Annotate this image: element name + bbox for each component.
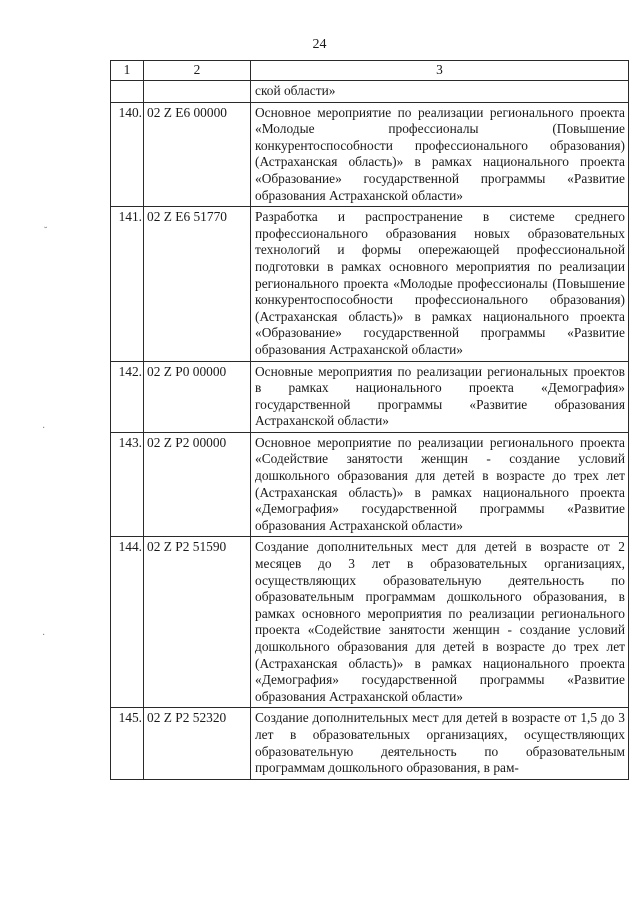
scan-speck: ˘: [44, 226, 48, 237]
table-row: [111, 102, 629, 207]
scan-speck: ·: [42, 423, 46, 434]
continuation-row: [111, 81, 629, 103]
table-header-row: [111, 61, 629, 81]
row-number: 141.: [111, 207, 144, 361]
header-col-3: 3: [251, 61, 629, 81]
continuation-text: ской области»: [251, 81, 629, 103]
header-col-1: 1: [111, 61, 144, 81]
table-row: [111, 207, 629, 361]
budget-classification-table: [110, 60, 629, 780]
row-code: 02 Z P2 51590: [144, 537, 251, 708]
row-description: Разработка и распространение в системе среднего профессионального образования новых образовательных технологий и формы опережающей профессиональной подготовки в рамках основного мероприятия по реализации регионального проекта «Молодые профессионалы (Повышение конкурентоспособности профессионального образования) (Астраханская область)» в рамках национального проекта «Образование» государственной программы «Развитие образования Астраханской области»: [251, 207, 629, 361]
row-number: 143.: [111, 432, 144, 537]
row-description: Основное мероприятие по реализации регионального проекта «Молодые профессионалы (Повышение конкурентоспособности профессионального образования) (Астраханская область)» в рамках национального проекта «Образование» государственной программы «Развитие образования Астраханской области»: [251, 102, 629, 207]
header-col-2: 2: [144, 61, 251, 81]
table-row: [111, 537, 629, 708]
row-code: 02 Z P0 00000: [144, 361, 251, 432]
row-description: Основные мероприятия по реализации региональных проектов в рамках национального проекта «Демография» государственной программы «Развитие образования Астраханской области»: [251, 361, 629, 432]
row-code: 02 Z E6 51770: [144, 207, 251, 361]
row-number: 142.: [111, 361, 144, 432]
row-description: Основное мероприятие по реализации регионального проекта «Содействие занятости женщин - создание условий дошкольного образования для детей в возрасте до трех лет (Астраханская область)» в рамках национального проекта «Демография» государственной программы «Развитие образования Астраханской области»: [251, 432, 629, 537]
scan-speck: ·: [42, 630, 46, 641]
page-number: 24: [312, 37, 327, 52]
row-description: Создание дополнительных мест для детей в возрасте от 2 месяцев до 3 лет в образовательных организациях, осуществляющих образовательную деятельность по образовательным программам дошкольного образования, в рамках основного мероприятия по реализации регионального проекта «Содействие занятости женщин - создание условий дошкольного образования для детей в возрасте до трех лет (Астраханская область)» в рамках национального проекта «Демография» государственной программы «Развитие образования Астраханской области»: [251, 537, 629, 708]
row-number: 140.: [111, 102, 144, 207]
row-code: 02 Z E6 00000: [144, 102, 251, 207]
row-description: Создание дополнительных мест для детей в возрасте от 1,5 до 3 лет в образовательных организациях, осуществляющих образовательную деятельность по образовательным программам дошкольного образования, в рам-: [251, 708, 629, 779]
row-number: 144.: [111, 537, 144, 708]
table-row: [111, 361, 629, 432]
row-code: 02 Z P2 52320: [144, 708, 251, 779]
table-row: [111, 432, 629, 537]
row-number: 145.: [111, 708, 144, 779]
row-code: 02 Z P2 00000: [144, 432, 251, 537]
table-row: [111, 708, 629, 779]
